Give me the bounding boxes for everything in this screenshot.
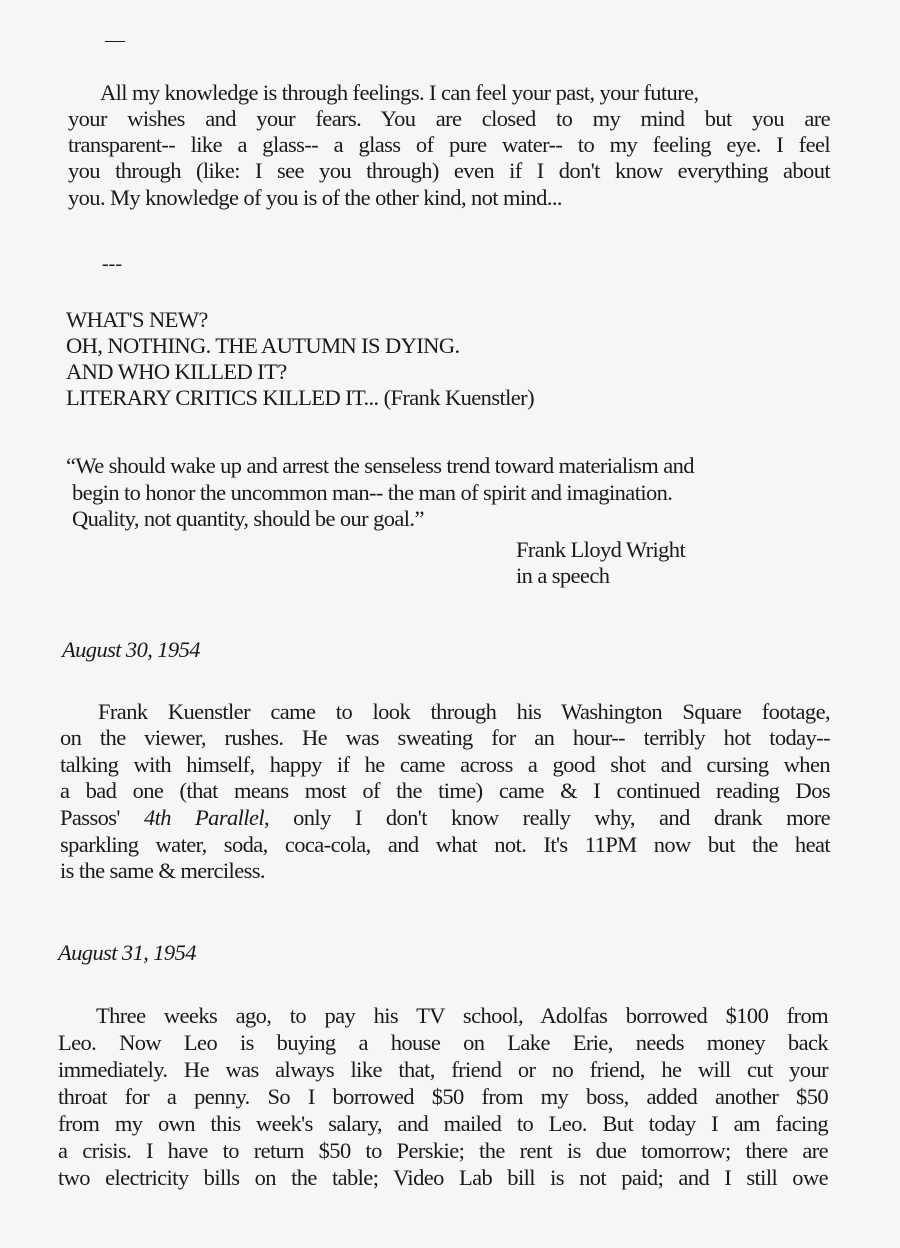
text-line: immediately. He was always like that, friend or no friend, he will cut your	[58, 1057, 828, 1082]
text-line: your wishes and your fears. You are closed to my mind but you are	[68, 106, 830, 131]
text-line: two electricity bills on the table; Video Lab bill is not paid; and I still owe	[58, 1165, 828, 1190]
quote-line: begin to honor the uncommon man-- the man of spirit and imagination.	[72, 480, 673, 505]
text-line: on the viewer, rushes. He was sweating for an hour-- terribly hot today--	[60, 725, 830, 750]
quote-line: Quality, not quantity, should be our goal.”	[72, 506, 424, 531]
text-line: Leo. Now Leo is buying a house on Lake Erie, needs money back	[58, 1030, 828, 1055]
poem-line: LITERARY CRITICS KILLED IT... (Frank Kuenstler)	[66, 385, 534, 410]
text-line: a bad one (that means most of the time) came & I continued reading Dos	[60, 778, 830, 803]
text-line: All my knowledge is through feelings. I can feel your past, your future,	[100, 80, 699, 105]
entry-date: August 31, 1954	[58, 940, 196, 965]
text-line: is the same & merciless.	[60, 858, 265, 883]
separator-dash-mid: ---	[102, 253, 122, 275]
text-line: a crisis. I have to return $50 to Perskie; the rent is due tomorrow; there are	[58, 1138, 828, 1163]
text-line: you through (like: I see you through) even if I don't know everything about	[68, 158, 830, 183]
text-line: Frank Kuenstler came to look through his Washington Square footage,	[98, 699, 830, 724]
quote-line: “We should wake up and arrest the senseless trend toward materialism and	[66, 453, 694, 478]
poem-line: OH, NOTHING. THE AUTUMN IS DYING.	[66, 333, 460, 358]
separator-dash-top: —	[105, 29, 125, 51]
text-line: you. My knowledge of you is of the other kind, not mind...	[68, 185, 562, 210]
text-line: throat for a penny. So I borrowed $50 from my boss, added another $50	[58, 1084, 828, 1109]
quote-attribution-context: in a speech	[516, 563, 610, 588]
text-span: Passos'	[60, 805, 144, 830]
text-line: talking with himself, happy if he came across a good shot and cursing when	[60, 752, 830, 777]
poem-line: WHAT'S NEW?	[66, 307, 208, 332]
text-span: , only I don't know really why, and drank more	[263, 805, 830, 830]
text-line: from my own this week's salary, and mailed to Leo. But today I am facing	[58, 1111, 828, 1136]
book-title: 4th Parallel	[143, 805, 264, 830]
text-line: Three weeks ago, to pay his TV school, Adolfas borrowed $100 from	[96, 1003, 828, 1028]
text-line: transparent-- like a glass-- a glass of pure water-- to my feeling eye. I feel	[68, 132, 830, 157]
text-line: sparkling water, soda, coca-cola, and what not. It's 11PM now but the heat	[60, 832, 830, 857]
quote-attribution-name: Frank Lloyd Wright	[516, 537, 686, 562]
poem-line: AND WHO KILLED IT?	[66, 359, 287, 384]
text-line	[60, 805, 830, 831]
entry-date: August 30, 1954	[62, 637, 200, 662]
